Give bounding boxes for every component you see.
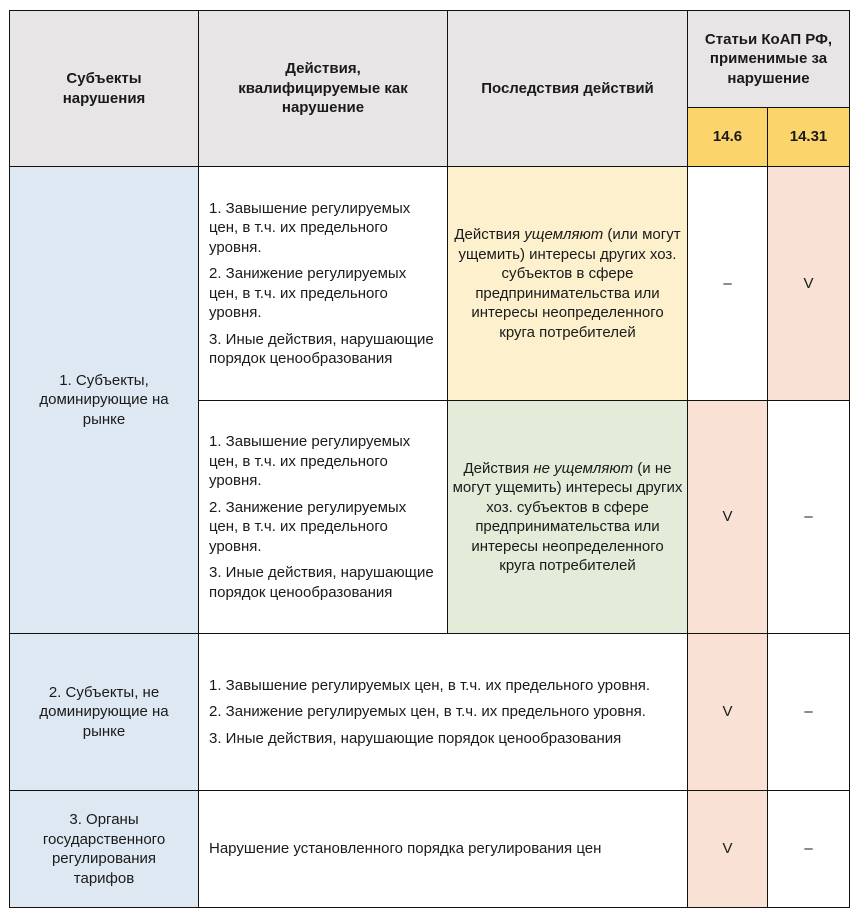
article-14-31-mark: V (768, 167, 850, 401)
table-row (10, 634, 850, 791)
article-14-6-mark: V (688, 401, 768, 634)
consequence-emphasis: не ущемляют (533, 459, 634, 477)
header-articles: Статьи КоАП РФ, применимые за нарушение (688, 11, 850, 108)
header-article-14-6: 14.6 (688, 108, 768, 167)
actions-cell (199, 791, 688, 908)
action-item: 2. Занижение регулируемых цен, в т.ч. их предельного уровня. (209, 498, 407, 555)
actions-cell (199, 167, 448, 401)
koap-violations-table (9, 10, 850, 908)
action-item: 3. Иные действия, нарушающие порядок ценообразования (209, 330, 434, 367)
table-row (10, 167, 850, 401)
header-subjects: Субъекты нарушения (10, 11, 199, 167)
action-item: 3. Иные действия, нарушающие порядок ценообразования (209, 729, 622, 747)
consequence-suffix: (или могут ущемить) интересы других хоз. субъектов в сфере предпринимательства или интересы неопределенного круга потребителей (458, 226, 681, 341)
article-14-6-mark: – (688, 167, 768, 401)
article-14-31-mark: – (768, 634, 850, 791)
consequence-prefix: Действия (454, 226, 525, 243)
table-row (10, 791, 850, 908)
subject-dominant: 1. Субъекты, доминирующие на рынке (10, 167, 199, 634)
action-item: Нарушение установленного порядка регулирования цен (209, 840, 602, 858)
article-14-31-mark: – (768, 401, 850, 634)
consequence-harm (448, 167, 688, 401)
subject-non-dominant: 2. Субъекты, не доминирующие на рынке (10, 634, 199, 791)
article-14-31-mark: – (768, 791, 850, 908)
action-item: 1. Завышение регулируемых цен, в т.ч. их предельного уровня. (209, 433, 411, 489)
subject-regulators: 3. Органы государственного регулирования тарифов (10, 791, 199, 908)
header-consequences: Последствия действий (448, 11, 688, 167)
actions-cell (199, 401, 448, 634)
actions-cell (199, 634, 688, 791)
action-item: 2. Занижение регулируемых цен, в т.ч. их предельного уровня. (209, 265, 407, 321)
consequence-prefix: Действия (463, 459, 534, 477)
article-14-6-mark: V (688, 791, 768, 908)
action-item: 2. Занижение регулируемых цен, в т.ч. их предельного уровня. (209, 703, 646, 721)
header-actions: Действия, квалифицируемые как нарушение (199, 11, 448, 167)
article-14-6-mark: V (688, 634, 768, 791)
header-article-14-31: 14.31 (768, 108, 850, 167)
action-item: 3. Иные действия, нарушающие порядок ценообразования (209, 564, 434, 601)
action-item: 1. Завышение регулируемых цен, в т.ч. их предельного уровня. (209, 199, 411, 256)
header-row (10, 11, 850, 108)
consequence-no-harm (448, 401, 688, 634)
action-item: 1. Завышение регулируемых цен, в т.ч. их предельного уровня. (209, 676, 651, 694)
consequence-emphasis: ущемляют (524, 226, 604, 243)
consequence-suffix: (и не могут ущемить) интересы других хоз. субъектов в сфере предпринимательства или интересы неопределенного круга потребителей (452, 459, 683, 574)
